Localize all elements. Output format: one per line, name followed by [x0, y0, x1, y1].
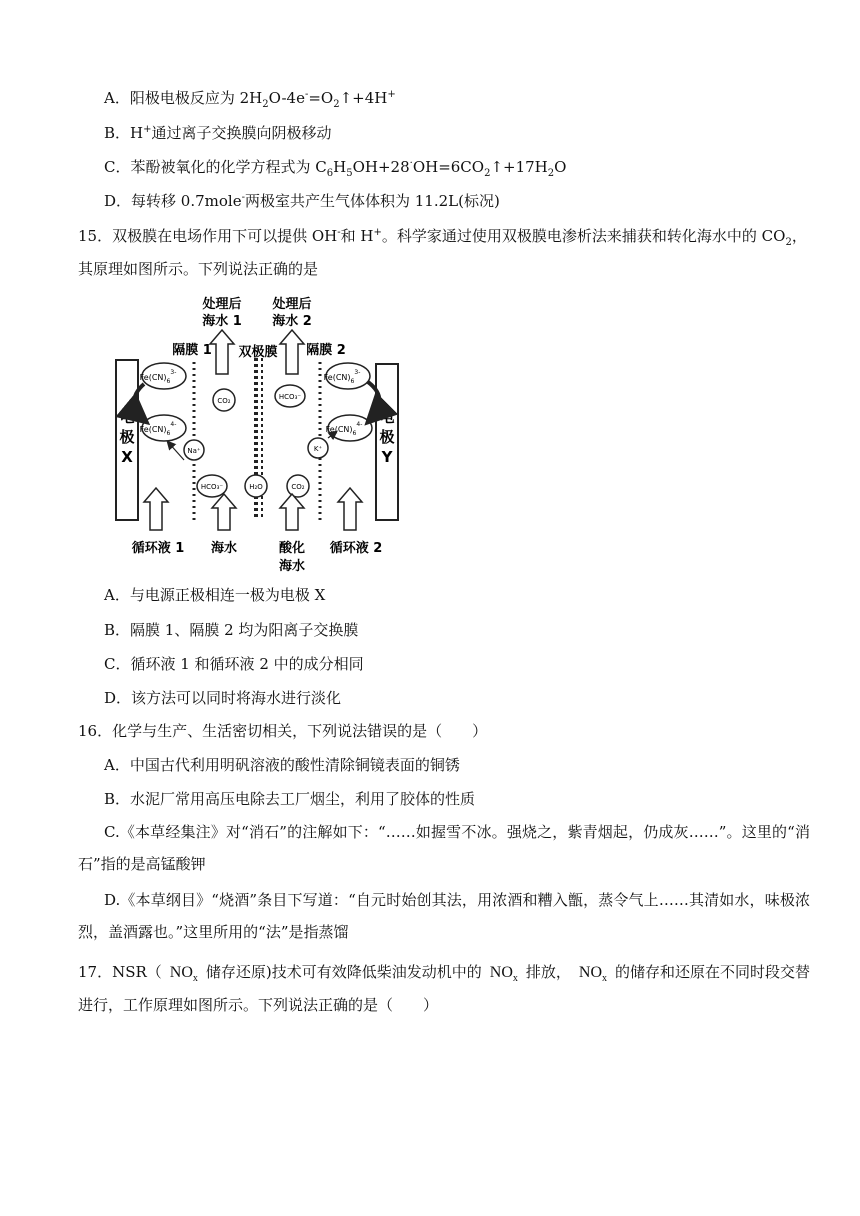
svg-text:Fe(CN)63-: $Fe(CN)_6^{3-}$: [139, 369, 177, 385]
q17-stem: 17．NSR（ $NO_x$ 储存还原)技术可有效降低柴油发动机中的 $NO_x$ 排放， $NO_x$ 的储存和还原在不同时段交替进行，工作原理如图所示。下列说法正确的是（ ）: [78, 963, 811, 1014]
q14-option-b: B．H+通过离子交换膜向阴极移动: [104, 124, 332, 142]
q16-option-d: D.《本草纲目》“烧酒”条目下写道：“自元时始创其法，用浓酒和糟入甑，蒸令气上……其清如水，味极浓烈，盖酒露也。”这里所用的“法”是指蒸馏: [78, 891, 810, 941]
svg-text:K⁺: K⁺: [313, 445, 323, 453]
q14-option-c: C．苯酚被氧化的化学方程式为 $C_6H_5OH+28^\cdot OH=6CO_2↑+17H_2O$: [104, 158, 567, 179]
svg-text:H₂O: H₂O: [249, 483, 263, 491]
q15-stem-line2: 其原理如图所示。下列说法正确的是: [78, 260, 319, 278]
svg-text:海水: 海水: [278, 559, 306, 574]
up-arrow-icon: [280, 330, 304, 374]
svg-text:极: 极: [379, 428, 395, 446]
svg-text:海水: 海水: [210, 541, 238, 556]
svg-text:处理后: 处理后: [272, 297, 312, 312]
svg-text:隔膜 1: 隔膜 1: [172, 343, 212, 358]
svg-text:电: 电: [379, 408, 395, 426]
svg-text:CO₂: CO₂: [217, 397, 231, 405]
svg-text:电: 电: [119, 408, 135, 426]
svg-text:HCO₃⁻: HCO₃⁻: [278, 393, 302, 401]
up-arrow-icon: [338, 488, 362, 530]
q15-option-d: D．该方法可以同时将海水进行淡化: [104, 689, 342, 707]
up-arrow-icon: [210, 330, 234, 374]
svg-text:酸化: 酸化: [278, 541, 306, 556]
svg-text:X: X: [121, 448, 133, 466]
svg-text:循环液 1: 循环液 1: [131, 541, 185, 556]
q15-option-c: C．循环液 1 和循环液 2 中的成分相同: [104, 655, 364, 673]
svg-text:极: 极: [119, 428, 135, 446]
svg-text:双极膜: 双极膜: [238, 345, 278, 360]
q15-stem-line1: 15．双极膜在电场作用下可以提供 OH-和 H+。科学家通过使用双极膜电渗析法来捕获和转化海水中的 $CO_2$，: [78, 227, 807, 248]
svg-text:HCO₃⁻: HCO₃⁻: [200, 483, 224, 491]
bipolar-membrane-diagram: [100, 292, 412, 578]
q14-option-a: A．阳极电极反应为 $2H_2O-4e^-=O_2↑+4H^+$: [104, 89, 396, 110]
q15-option-a: A．与电源正极相连一极为电极 X: [104, 586, 326, 604]
up-arrow-icon: [144, 488, 168, 530]
svg-text:Na⁺: Na⁺: [187, 447, 201, 455]
q16-option-c: C.《本草经集注》对“消石”的注解如下：“……如握雪不冰。强烧之，紫青烟起，仍成灰……”。这里的“消石”指的是高锰酸钾: [78, 823, 810, 873]
svg-text:处理后: 处理后: [202, 297, 242, 312]
svg-text:海水 1: 海水 1: [202, 314, 242, 329]
svg-text:Fe(CN)64-: $Fe(CN)_6^{4-}$: [325, 421, 363, 437]
q15-option-b: B．隔膜 1、隔膜 2 均为阳离子交换膜: [104, 621, 359, 639]
svg-text:CO₂: CO₂: [291, 483, 305, 491]
up-arrow-icon: [280, 494, 304, 530]
q16-option-b: B．水泥厂常用高压电除去工厂烟尘，利用了胶体的性质: [104, 790, 476, 808]
up-arrow-icon: [212, 494, 236, 530]
svg-text:隔膜 2: 隔膜 2: [306, 343, 346, 358]
svg-text:Fe(CN)64-: $Fe(CN)_6^{4-}$: [139, 421, 177, 437]
q16-stem: 16．化学与生产、生活密切相关，下列说法错误的是（ ）: [78, 722, 488, 740]
q16-option-a: A．中国古代利用明矾溶液的酸性清除铜镜表面的铜锈: [104, 756, 460, 774]
q14-option-d: D．每转移 0.7mole-两极室共产生气体体积为 11.2L(标况): [104, 192, 500, 210]
svg-text:Y: Y: [381, 448, 393, 466]
svg-text:Fe(CN)63-: $Fe(CN)_6^{3-}$: [323, 369, 361, 385]
svg-text:循环液 2: 循环液 2: [329, 541, 383, 556]
svg-text:海水 2: 海水 2: [272, 314, 312, 329]
